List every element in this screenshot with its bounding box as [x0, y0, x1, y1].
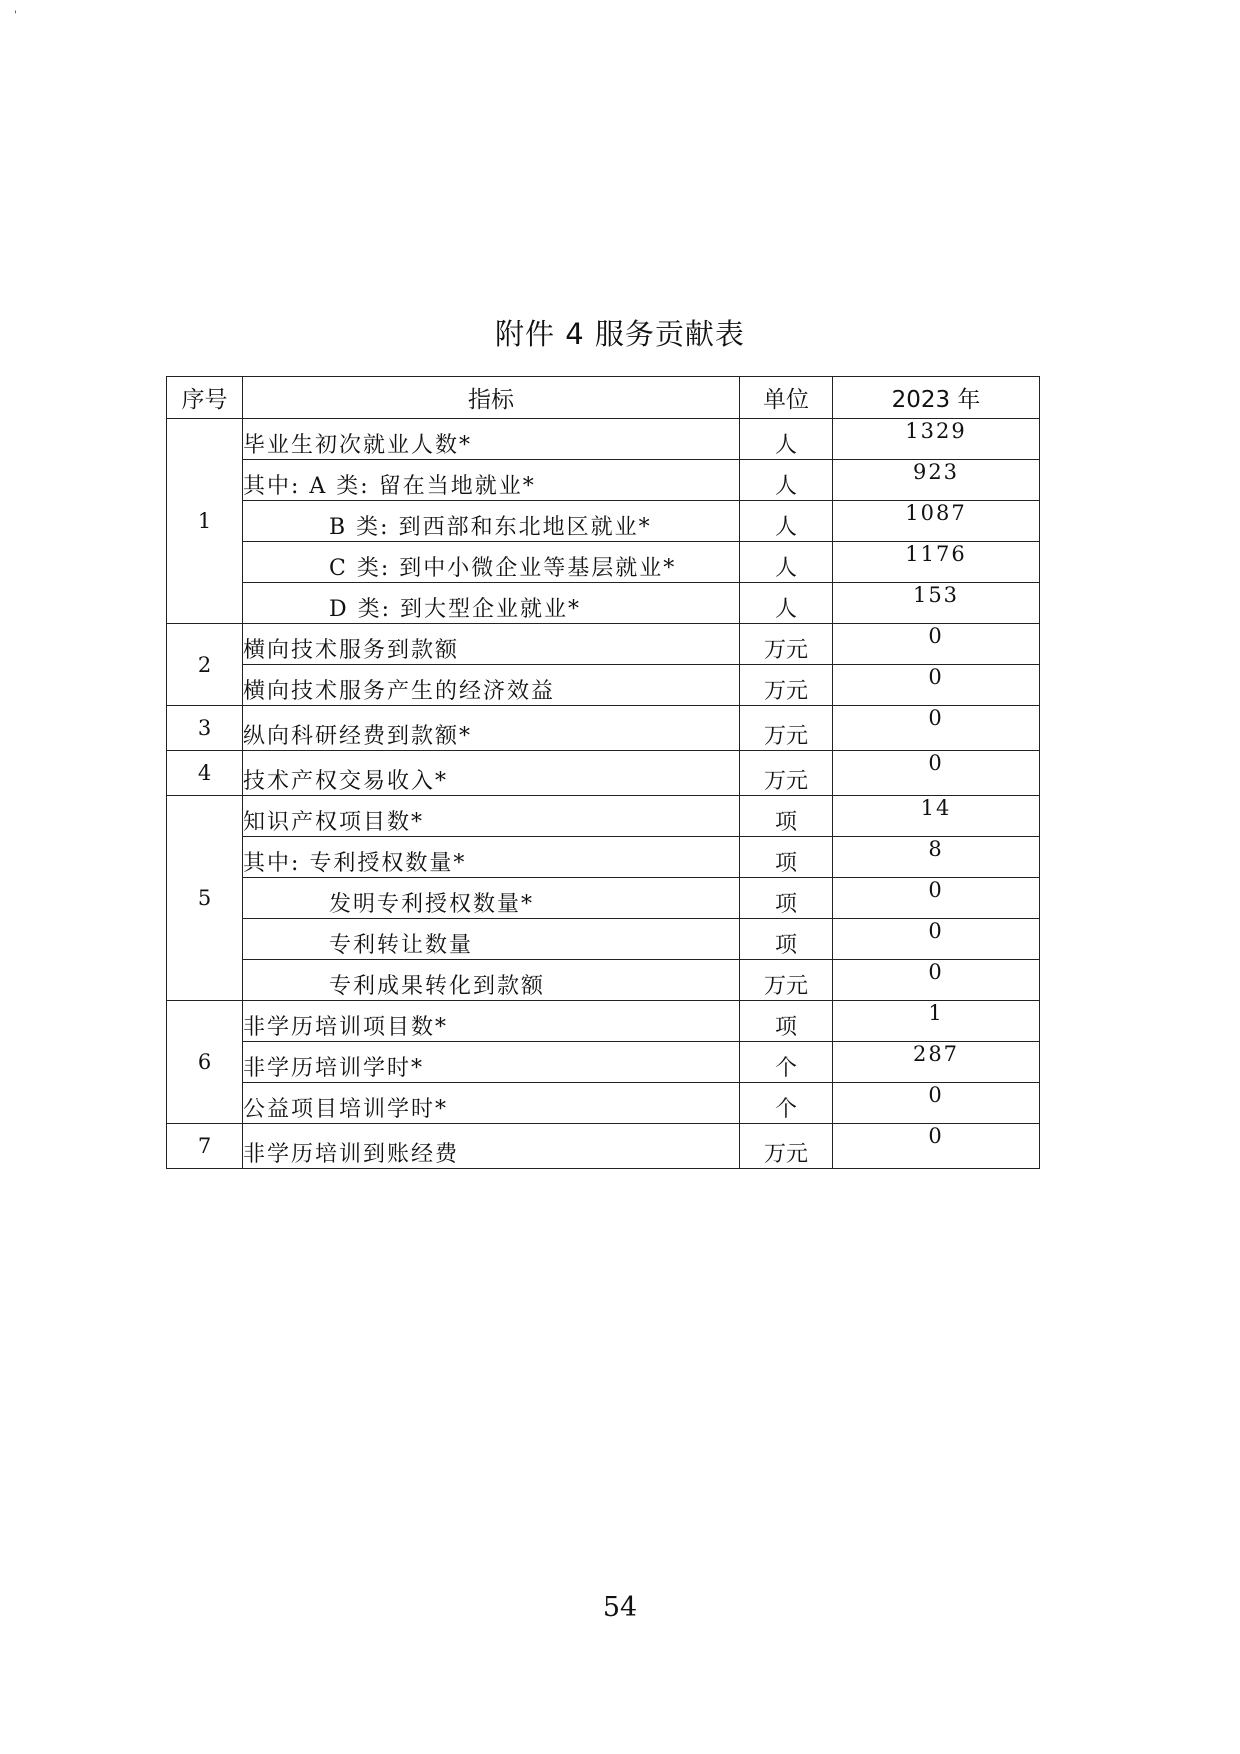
value-cell: 0: [833, 751, 1040, 796]
table-row: [167, 583, 1040, 624]
value-cell: 0: [833, 878, 1040, 919]
header-seq: 序号: [167, 377, 243, 419]
table-row: [167, 1124, 1040, 1169]
unit-cell: 万元: [740, 706, 833, 751]
indicator-cell: 非学历培训学时*: [243, 1042, 740, 1083]
unit-cell: 万元: [740, 665, 833, 706]
unit-cell: 项: [740, 919, 833, 960]
unit-cell: 个: [740, 1083, 833, 1124]
unit-cell: 万元: [740, 960, 833, 1001]
indicator-cell: 其中: 专利授权数量*: [243, 837, 740, 878]
indicator-cell: 横向技术服务产生的经济效益: [243, 665, 740, 706]
unit-cell: 人: [740, 583, 833, 624]
table-row: [167, 1042, 1040, 1083]
unit-cell: 万元: [740, 1124, 833, 1169]
page-number: 54: [602, 1592, 638, 1623]
table-row: [167, 542, 1040, 583]
header-unit: 单位: [740, 377, 833, 419]
value-cell: 0: [833, 665, 1040, 706]
table-row: [167, 419, 1040, 460]
seq-cell: 2: [167, 624, 243, 706]
table-row: [167, 796, 1040, 837]
value-cell: 153: [833, 583, 1040, 624]
indicator-cell: 专利转让数量: [243, 919, 740, 960]
unit-cell: 人: [740, 460, 833, 501]
value-cell: 14: [833, 796, 1040, 837]
value-cell: 0: [833, 1083, 1040, 1124]
service-contribution-table: [166, 376, 1040, 1169]
table-row: [167, 665, 1040, 706]
table-row: [167, 878, 1040, 919]
indicator-cell: 知识产权项目数*: [243, 796, 740, 837]
document-title: 附件 4 服务贡献表: [495, 317, 745, 351]
seq-cell: 6: [167, 1001, 243, 1124]
indicator-cell: 非学历培训到账经费: [243, 1124, 740, 1169]
table-row: [167, 624, 1040, 665]
indicator-cell: 发明专利授权数量*: [243, 878, 740, 919]
header-indicator: 指标: [243, 377, 740, 419]
indicator-cell: 非学历培训项目数*: [243, 1001, 740, 1042]
value-cell: 1: [833, 1001, 1040, 1042]
indicator-cell: 横向技术服务到款额: [243, 624, 740, 665]
unit-cell: 项: [740, 837, 833, 878]
unit-cell: 项: [740, 1001, 833, 1042]
indicator-cell: C 类: 到中小微企业等基层就业*: [243, 542, 740, 583]
seq-cell: 4: [167, 751, 243, 796]
seq-cell: 7: [167, 1124, 243, 1169]
value-cell: 287: [833, 1042, 1040, 1083]
value-cell: 0: [833, 706, 1040, 751]
value-cell: 0: [833, 624, 1040, 665]
corner-mark: ': [14, 10, 17, 21]
table-row: [167, 919, 1040, 960]
unit-cell: 项: [740, 796, 833, 837]
value-cell: 0: [833, 919, 1040, 960]
unit-cell: 个: [740, 1042, 833, 1083]
indicator-cell: B 类: 到西部和东北地区就业*: [243, 501, 740, 542]
table-row: [167, 460, 1040, 501]
header-year: 2023 年: [833, 377, 1040, 419]
unit-cell: 万元: [740, 624, 833, 665]
table-header-row: [167, 377, 1040, 419]
table-row: [167, 501, 1040, 542]
value-cell: 1329: [833, 419, 1040, 460]
table-row: [167, 960, 1040, 1001]
indicator-cell: D 类: 到大型企业就业*: [243, 583, 740, 624]
indicator-cell: 毕业生初次就业人数*: [243, 419, 740, 460]
seq-cell: 3: [167, 706, 243, 751]
indicator-cell: 技术产权交易收入*: [243, 751, 740, 796]
indicator-cell: 其中: A 类: 留在当地就业*: [243, 460, 740, 501]
unit-cell: 人: [740, 542, 833, 583]
table-row: [167, 706, 1040, 751]
table-row: [167, 751, 1040, 796]
unit-cell: 项: [740, 878, 833, 919]
value-cell: 1176: [833, 542, 1040, 583]
table-row: [167, 1083, 1040, 1124]
seq-cell: 1: [167, 419, 243, 624]
value-cell: 923: [833, 460, 1040, 501]
value-cell: 8: [833, 837, 1040, 878]
seq-cell: 5: [167, 796, 243, 1001]
unit-cell: 万元: [740, 751, 833, 796]
unit-cell: 人: [740, 419, 833, 460]
value-cell: 0: [833, 1124, 1040, 1169]
unit-cell: 人: [740, 501, 833, 542]
indicator-cell: 专利成果转化到款额: [243, 960, 740, 1001]
table-row: [167, 1001, 1040, 1042]
value-cell: 0: [833, 960, 1040, 1001]
table-row: [167, 837, 1040, 878]
value-cell: 1087: [833, 501, 1040, 542]
indicator-cell: 纵向科研经费到款额*: [243, 706, 740, 751]
indicator-cell: 公益项目培训学时*: [243, 1083, 740, 1124]
